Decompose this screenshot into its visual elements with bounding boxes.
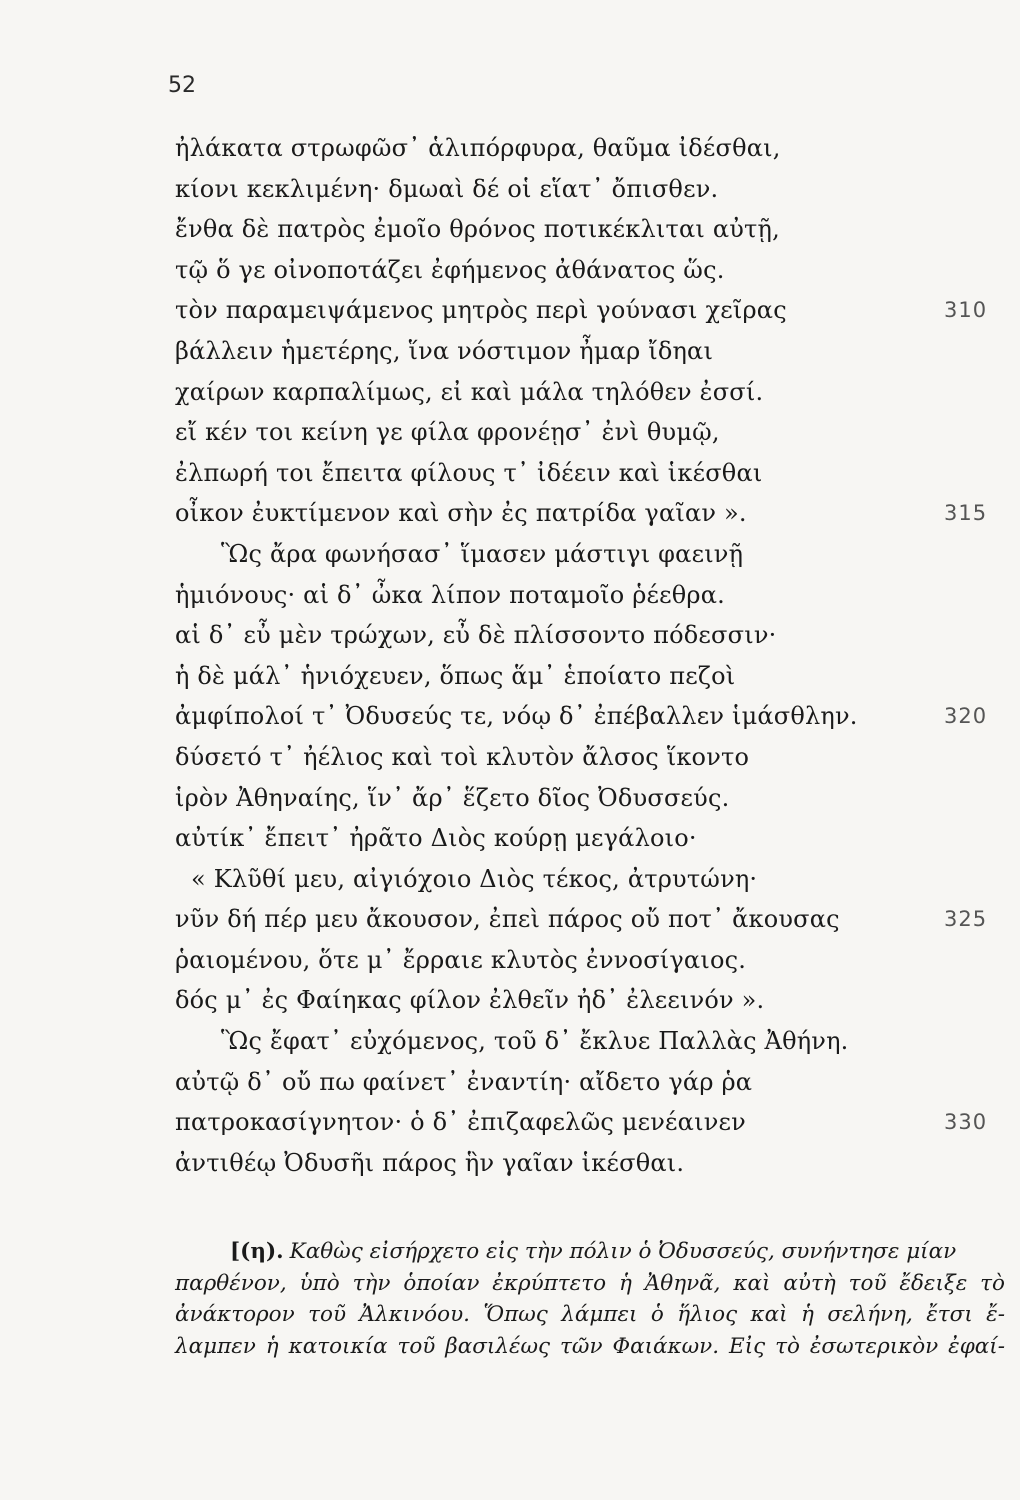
verse-text: « Κλῦθί μευ, αἰγιόχοιο Διὸς τέκος, ἀτρυτώνη· bbox=[191, 864, 758, 893]
footnote-text: Καθὼς εἰσήρχετο εἰς τὴν πόλιν ὁ Ὀδυσσεύς, συνήντησε μίαν bbox=[289, 1239, 957, 1264]
verse-text: ἀμφίπολοί τ᾽ Ὀδυσεύς τε, νόῳ δ᾽ ἐπέβαλλεν ἱμάσθλην. bbox=[175, 702, 858, 731]
verse-text: ἔνθα δὲ πατρὸς ἐμοῖο θρόνος ποτικέκλιται αὐτῇ, bbox=[175, 215, 780, 244]
footnote bbox=[175, 1236, 1005, 1362]
line-number: 330 bbox=[944, 1110, 988, 1135]
page-number: 52 bbox=[168, 73, 196, 98]
verse-text: δός μ᾽ ἐς Φαίηκας φίλον ἐλθεῖν ἠδ᾽ ἐλεεινόν ». bbox=[175, 986, 765, 1015]
verse-line bbox=[175, 1062, 965, 1103]
verse-text: ἀντιθέῳ Ὀδυσῆι πάρος ἣν γαῖαν ἱκέσθαι. bbox=[175, 1148, 685, 1177]
verse-text: πατροκασίγνητον· ὁ δ᾽ ἐπιζαφελῶς μενέαινεν bbox=[175, 1108, 746, 1137]
verse-line bbox=[175, 859, 965, 900]
verse-text: ἠλάκατα στρωφῶσ᾽ ἁλιπόρφυρα, θαῦμα ἰδέσθαι, bbox=[175, 134, 781, 162]
verse-line bbox=[175, 169, 965, 210]
verse-line bbox=[175, 737, 965, 778]
verse-text: νῦν δή πέρ μευ ἄκουσον, ἐπεὶ πάρος οὔ ποτ᾽ ἄκουσας bbox=[175, 905, 840, 934]
verse-line bbox=[175, 412, 965, 453]
verse-text: βάλλειν ἡμετέρης, ἵνα νόστιμον ἦμαρ ἴδηαι bbox=[175, 336, 714, 365]
verse-text: εἴ κέν τοι κείνη γε φίλα φρονέῃσ᾽ ἐνὶ θυμῷ, bbox=[175, 418, 720, 447]
footnote-line bbox=[175, 1299, 1005, 1331]
verse-text: αὐτῷ δ᾽ οὔ πω φαίνετ᾽ ἐναντίη· αἴδετο γάρ ῥα bbox=[175, 1067, 753, 1096]
verse-line bbox=[175, 656, 965, 697]
verse-text: τὸν παραμειψάμενος μητρὸς περὶ γούνασι χεῖρας bbox=[175, 296, 787, 325]
verse-text: οἶκον ἐυκτίμενον καὶ σὴν ἐς πατρίδα γαῖαν ». bbox=[175, 499, 747, 528]
verse-text: Ὣς ἔφατ᾽ εὐχόμενος, τοῦ δ᾽ ἔκλυε Παλλὰς Ἀθήνη. bbox=[221, 1027, 849, 1056]
verse-line bbox=[175, 1021, 965, 1062]
verse-line bbox=[175, 372, 965, 413]
footnote-text: ἀνάκτορον τοῦ Ἀλκινόου. Ὅπως λάμπει ὁ ἥλιος καὶ ἡ σελήνη, ἔτσι ἔ- bbox=[175, 1302, 1005, 1327]
footnote-text: λαμπεν ἡ κατοικία τοῦ βασιλέως τῶν Φαιάκων. Εἰς τὸ ἐσωτερικὸν ἐφαί- bbox=[175, 1333, 1005, 1359]
footnote-line bbox=[175, 1331, 1005, 1363]
verse-line bbox=[175, 980, 965, 1021]
verse-line bbox=[175, 250, 965, 291]
verse-text: αἱ δ᾽ εὖ μὲν τρώχων, εὖ δὲ πλίσσοντο πόδεσσιν· bbox=[175, 621, 777, 650]
verse-text: αὐτίκ᾽ ἔπειτ᾽ ἠρᾶτο Διὸς κούρῃ μεγάλοιο· bbox=[175, 824, 697, 853]
footnote-line bbox=[175, 1268, 1005, 1300]
verse-text: ἐλπωρή τοι ἔπειτα φίλους τ᾽ ἰδέειν καὶ ἱκέσθαι bbox=[175, 458, 763, 487]
footnote-label: [(η). bbox=[230, 1239, 284, 1264]
verse-text: ἡ δὲ μάλ᾽ ἡνιόχευεν, ὅπως ἅμ᾽ ἑποίατο πεζοὶ bbox=[175, 661, 736, 690]
line-number: 320 bbox=[944, 704, 988, 729]
verse-text: χαίρων καρπαλίμως, εἰ καὶ μάλα τηλόθεν ἐσσί. bbox=[175, 377, 764, 406]
verse-text: τῷ ὅ γε οἰνοποτάζει ἐφήμενος ἀθάνατος ὥς. bbox=[175, 255, 725, 284]
line-number: 315 bbox=[944, 501, 988, 526]
verse-text: κίονι κεκλιμένη· δμωαὶ δέ οἱ εἵατ᾽ ὄπισθεν. bbox=[175, 174, 719, 203]
verse-text: ἱρὸν Ἀθηναίης, ἵν᾽ ἄρ᾽ ἕζετο δῖος Ὀδυσσεύς. bbox=[175, 783, 730, 812]
verse-text: Ὣς ἄρα φωνήσασ᾽ ἵμασεν μάστιγι φαεινῇ bbox=[221, 539, 744, 568]
verse-line bbox=[175, 453, 965, 494]
verse-line bbox=[175, 778, 965, 819]
line-number: 310 bbox=[944, 298, 988, 323]
verse-line bbox=[175, 290, 988, 331]
verse-text: ἡμιόνους· αἱ δ᾽ ὦκα λίπον ποταμοῖο ῥέεθρα. bbox=[175, 580, 725, 609]
verse-line bbox=[175, 818, 965, 859]
verse-line bbox=[175, 940, 965, 981]
verse-line bbox=[175, 209, 965, 250]
verse-line bbox=[175, 128, 965, 169]
footnote-line bbox=[175, 1236, 1005, 1268]
line-number: 325 bbox=[944, 907, 988, 932]
verse-line bbox=[175, 1102, 988, 1143]
verse-line bbox=[175, 615, 965, 656]
verse-line bbox=[175, 1143, 965, 1184]
verse-line bbox=[175, 493, 988, 534]
verse-line bbox=[175, 899, 988, 940]
verse-block bbox=[175, 128, 988, 1183]
verse-line bbox=[175, 331, 965, 372]
verse-text: ῥαιομένου, ὅτε μ᾽ ἔρραιε κλυτὸς ἐννοσίγαιος. bbox=[175, 945, 747, 974]
verse-line bbox=[175, 534, 965, 575]
verse-line bbox=[175, 575, 965, 616]
footnote-text: παρθένον, ὑπὸ τὴν ὁποίαν ἐκρύπτετο ἡ Ἀθηνᾶ, καὶ αὐτὴ τοῦ ἔδειξε τὸ bbox=[175, 1270, 1005, 1296]
verse-text: δύσετό τ᾽ ἠέλιος καὶ τοὶ κλυτὸν ἄλσος ἵκοντο bbox=[175, 742, 750, 771]
verse-line bbox=[175, 696, 988, 737]
